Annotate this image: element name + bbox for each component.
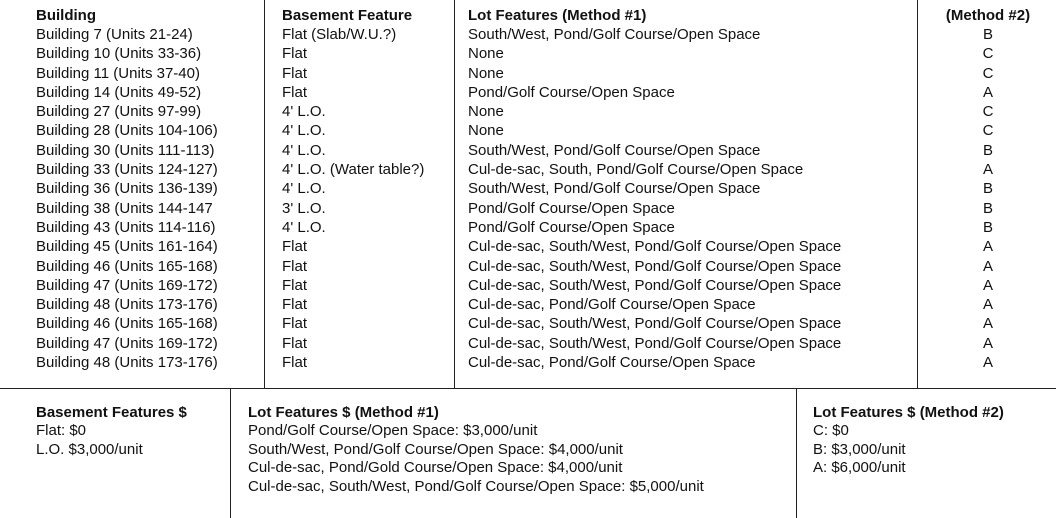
basement-cell: 3' L.O.: [282, 199, 326, 217]
legend-method2-panel: [813, 403, 1053, 478]
lot2-cell: C: [982, 64, 994, 82]
lot1-cell: Pond/Golf Course/Open Space: [468, 83, 675, 101]
lot1-cell: Cul-de-sac, South/West, Pond/Golf Course/Open Space: [468, 315, 842, 333]
lot2-cell: B: [982, 180, 993, 198]
lot1-cell: None: [468, 122, 504, 140]
lot1-cell: Cul-de-sac, Pond/Golf Course/Open Space: [468, 296, 756, 314]
basement-cell: Flat: [282, 64, 308, 82]
lot1-cell: None: [468, 45, 504, 63]
basement-cell: 4' L.O.: [282, 180, 326, 198]
lot1-cell: South/West, Pond/Golf Course/Open Space: [468, 180, 761, 198]
building-cell: Building 46 (Units 165-168): [36, 315, 218, 333]
basement-cell: Flat: [282, 45, 308, 63]
lot2-cell: B: [982, 26, 993, 43]
lot2-cell: A: [982, 257, 993, 275]
basement-cell: Flat: [282, 83, 308, 101]
lot2-cell: A: [982, 354, 993, 372]
lot1-column: [468, 6, 914, 372]
legend-method1-panel: [248, 403, 794, 496]
building-cell: Building 11 (Units 37-40): [36, 64, 200, 82]
basement-cell: Flat: [282, 296, 308, 314]
lot1-cell: South/West, Pond/Golf Course/Open Space: [468, 26, 761, 43]
lot1-cell: Cul-de-sac, South/West, Pond/Golf Course/Open Space: [468, 238, 842, 256]
building-cell: Building 45 (Units 161-164): [36, 238, 218, 256]
lot2-cell: B: [982, 218, 993, 236]
basement-cell: Flat: [282, 276, 308, 294]
legend-line: A: $6,000/unit: [813, 459, 906, 476]
lot2-column: [926, 6, 1050, 372]
basement-header: Basement Feature: [282, 7, 413, 24]
lot1-cell: Cul-de-sac, South/West, Pond/Golf Course/Open Space: [468, 334, 842, 352]
lot2-cell: B: [982, 141, 993, 159]
divider-legend-basement-method1: [230, 388, 231, 518]
legend-line: Cul-de-sac, South/West, Pond/Golf Course/Open Space: $5,000/unit: [248, 477, 704, 495]
lot2-header: (Method #2): [945, 7, 1031, 24]
legend-line: Cul-de-sac, Pond/Gold Course/Open Space: $4,000/unit: [248, 459, 623, 476]
building-header: Building: [36, 7, 96, 24]
legend-method1-lines: [248, 422, 794, 496]
legend-basement-panel: [36, 403, 226, 459]
lot1-cell: None: [468, 103, 504, 121]
basement-cell: Flat: [282, 354, 308, 372]
lot1-cell: Pond/Golf Course/Open Space: [468, 199, 675, 217]
lot1-cell: Cul-de-sac, South/West, Pond/Golf Course/Open Space: [468, 257, 842, 275]
lot1-cell: Pond/Golf Course/Open Space: [468, 218, 675, 236]
legend-line: Pond/Golf Course/Open Space: $3,000/unit: [248, 422, 538, 439]
lot2-cell: B: [982, 199, 993, 217]
legend-method1-title: Lot Features $ (Method #1): [248, 404, 439, 421]
basement-cell: Flat (Slab/W.U.?): [282, 26, 397, 43]
basement-cell: Flat: [282, 238, 308, 256]
basement-cell: Flat: [282, 315, 308, 333]
basement-column: [282, 6, 452, 372]
lot2-cells: [926, 25, 1050, 372]
building-column: [36, 6, 262, 372]
legend-line: C: $0: [813, 422, 849, 439]
building-cell: Building 33 (Units 124-127): [36, 161, 218, 179]
legend-line: B: $3,000/unit: [813, 440, 906, 458]
lot2-cell: C: [982, 122, 994, 140]
lot1-cell: None: [468, 64, 504, 82]
lot2-cell: A: [982, 296, 993, 314]
building-cell: Building 7 (Units 21-24): [36, 26, 193, 43]
lot1-header: Lot Features (Method #1): [468, 7, 647, 24]
basement-cell: 4' L.O.: [282, 122, 326, 140]
building-cell: Building 47 (Units 169-172): [36, 276, 218, 294]
lot2-cell: C: [982, 103, 994, 121]
building-cell: Building 43 (Units 114-116): [36, 218, 216, 236]
building-cells: [36, 25, 262, 372]
divider-basement-lot1: [454, 0, 455, 388]
legend-line: Flat: $0: [36, 422, 87, 439]
lot1-cell: South/West, Pond/Golf Course/Open Space: [468, 141, 761, 159]
lot1-cell: Cul-de-sac, South/West, Pond/Golf Course/Open Space: [468, 276, 842, 294]
building-cell: Building 46 (Units 165-168): [36, 257, 218, 275]
lot1-cell: Cul-de-sac, South, Pond/Golf Course/Open Space: [468, 161, 804, 179]
building-cell: Building 30 (Units 111-113): [36, 141, 215, 159]
basement-cells: [282, 25, 452, 372]
building-cell: Building 36 (Units 136-139): [36, 180, 218, 198]
basement-cell: Flat: [282, 257, 308, 275]
basement-cell: 4' L.O. (Water table?): [282, 161, 425, 179]
basement-cell: 4' L.O.: [282, 141, 326, 159]
lot2-cell: A: [982, 83, 993, 101]
building-cell: Building 14 (Units 49-52): [36, 83, 202, 101]
legend-method2-lines: [813, 422, 1053, 478]
lot2-cell: A: [982, 161, 993, 179]
legend-line: L.O. $3,000/unit: [36, 440, 143, 458]
lot2-cell: A: [982, 334, 993, 352]
divider-lot1-lot2: [917, 0, 918, 388]
basement-cell: 4' L.O.: [282, 103, 326, 121]
legend-basement-title: Basement Features $: [36, 404, 187, 421]
basement-cell: Flat: [282, 334, 308, 352]
building-cell: Building 38 (Units 144-147: [36, 199, 213, 217]
lot2-cell: A: [982, 315, 993, 333]
building-cell: Building 47 (Units 169-172): [36, 334, 218, 352]
legend-line: South/West, Pond/Golf Course/Open Space: $4,000/unit: [248, 440, 623, 458]
building-cell: Building 48 (Units 173-176): [36, 296, 218, 314]
building-cell: Building 28 (Units 104-106): [36, 122, 218, 140]
lot2-cell: A: [982, 276, 993, 294]
divider-legend-method1-method2: [796, 388, 797, 518]
building-cell: Building 48 (Units 173-176): [36, 354, 218, 372]
lot2-cell: C: [982, 45, 994, 63]
legend-basement-lines: [36, 422, 226, 459]
divider-building-basement: [264, 0, 265, 388]
legend-method2-title: Lot Features $ (Method #2): [813, 404, 1004, 421]
building-cell: Building 10 (Units 33-36): [36, 45, 202, 63]
lot1-cell: Cul-de-sac, Pond/Golf Course/Open Space: [468, 354, 756, 372]
building-cell: Building 27 (Units 97-99): [36, 103, 202, 121]
lot1-cells: [468, 25, 914, 372]
basement-cell: 4' L.O.: [282, 218, 326, 236]
divider-table-legend: [0, 388, 1056, 389]
lot2-cell: A: [982, 238, 993, 256]
